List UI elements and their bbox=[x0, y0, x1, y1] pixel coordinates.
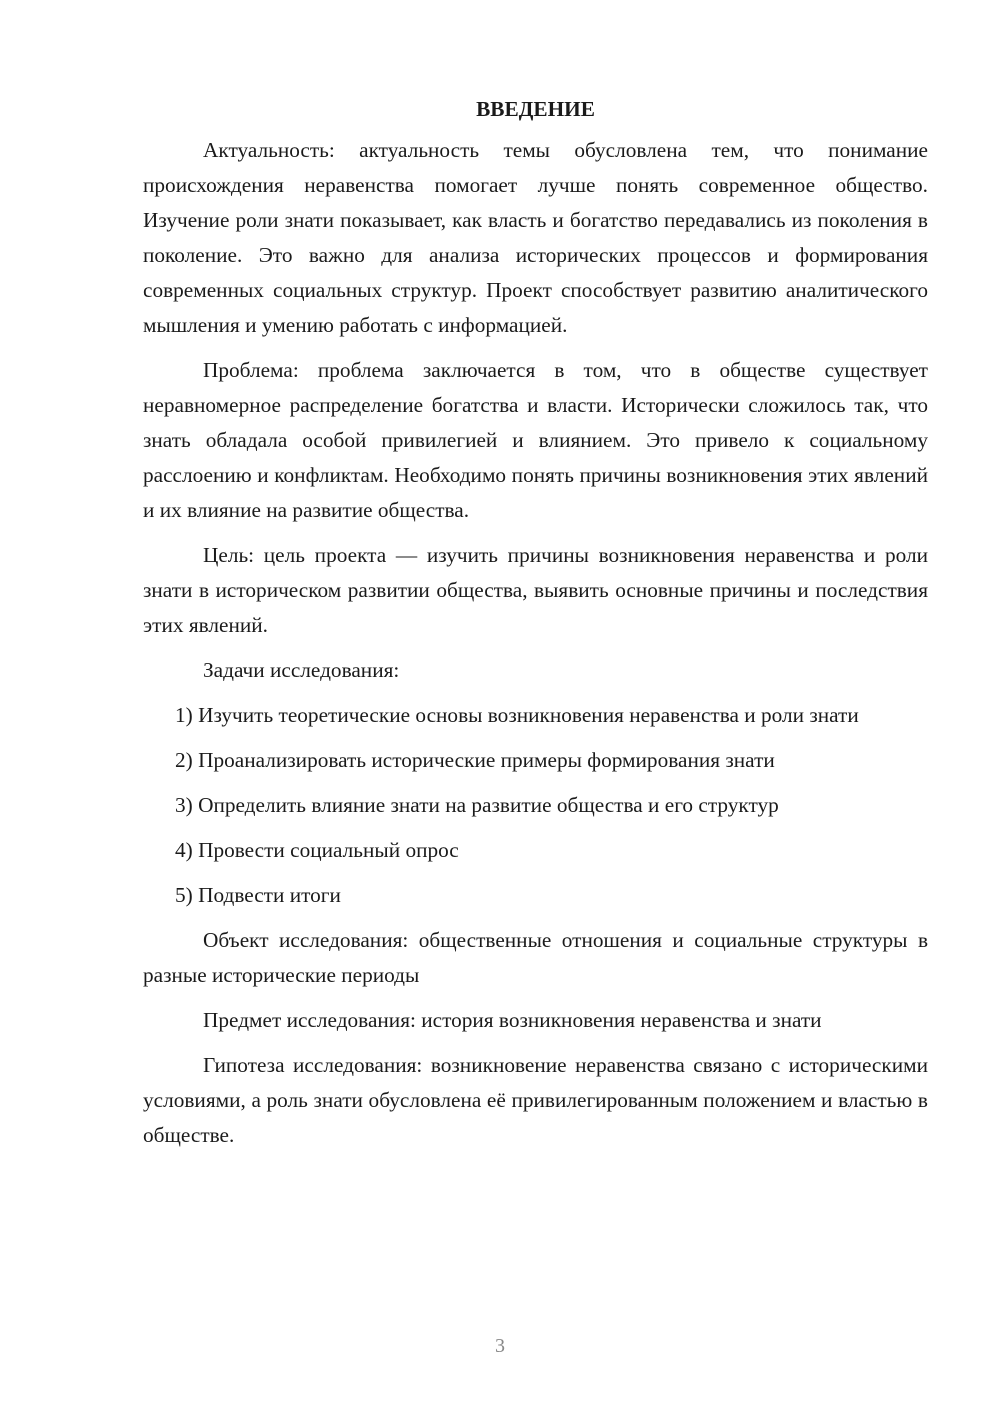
task-item-4: 4) Провести социальный опрос bbox=[175, 838, 459, 862]
page-title: ВВЕДЕНИЕ bbox=[476, 97, 595, 121]
page-number: 3 bbox=[495, 1335, 505, 1357]
task-item-3: 3) Определить влияние знати на развитие общества и его структур bbox=[175, 793, 779, 817]
paragraph-problem: Проблема: проблема заключается в том, что в обществе существует неравномерное распределение богатства и власти. Исторически сложилось так, что знать обладала особой привилегией и влиянием. Это привело к социальному расслоению и конфликтам. Необходимо понять причины возникновения этих явлений и их влияние на развитие общества. bbox=[143, 358, 928, 522]
paragraph-object: Объект исследования: общественные отношения и социальные структуры в разные исторические периоды bbox=[143, 928, 928, 987]
document-page bbox=[143, 92, 928, 1163]
paragraph-goal: Цель: цель проекта — изучить причины возникновения неравенства и роли знати в историческом развитии общества, выявить основные причины и последствия этих явлений. bbox=[143, 543, 928, 637]
task-item-1: 1) Изучить теоретические основы возникновения неравенства и роли знати bbox=[175, 703, 859, 727]
paragraph-hypothesis: Гипотеза исследования: возникновение неравенства связано с историческими условиями, а роль знати обусловлена её привилегированным положением и властью в обществе. bbox=[143, 1053, 928, 1147]
task-item-5: 5) Подвести итоги bbox=[175, 883, 341, 907]
task-item-2: 2) Проанализировать исторические примеры формирования знати bbox=[175, 748, 775, 772]
paragraph-subject: Предмет исследования: история возникновения неравенства и знати bbox=[203, 1008, 822, 1032]
paragraph-relevance: Актуальность: актуальность темы обусловлена тем, что понимание происхождения неравенства помогает лучше понять современное общество. Изучение роли знати показывает, как власть и богатство передавались из поколения в поколение. Это важно для анализа исторических процессов и формирования современных социальных структур. Проект способствует развитию аналитического мышления и умению работать с информацией. bbox=[143, 138, 928, 337]
paragraph-tasks-heading: Задачи исследования: bbox=[203, 658, 400, 682]
